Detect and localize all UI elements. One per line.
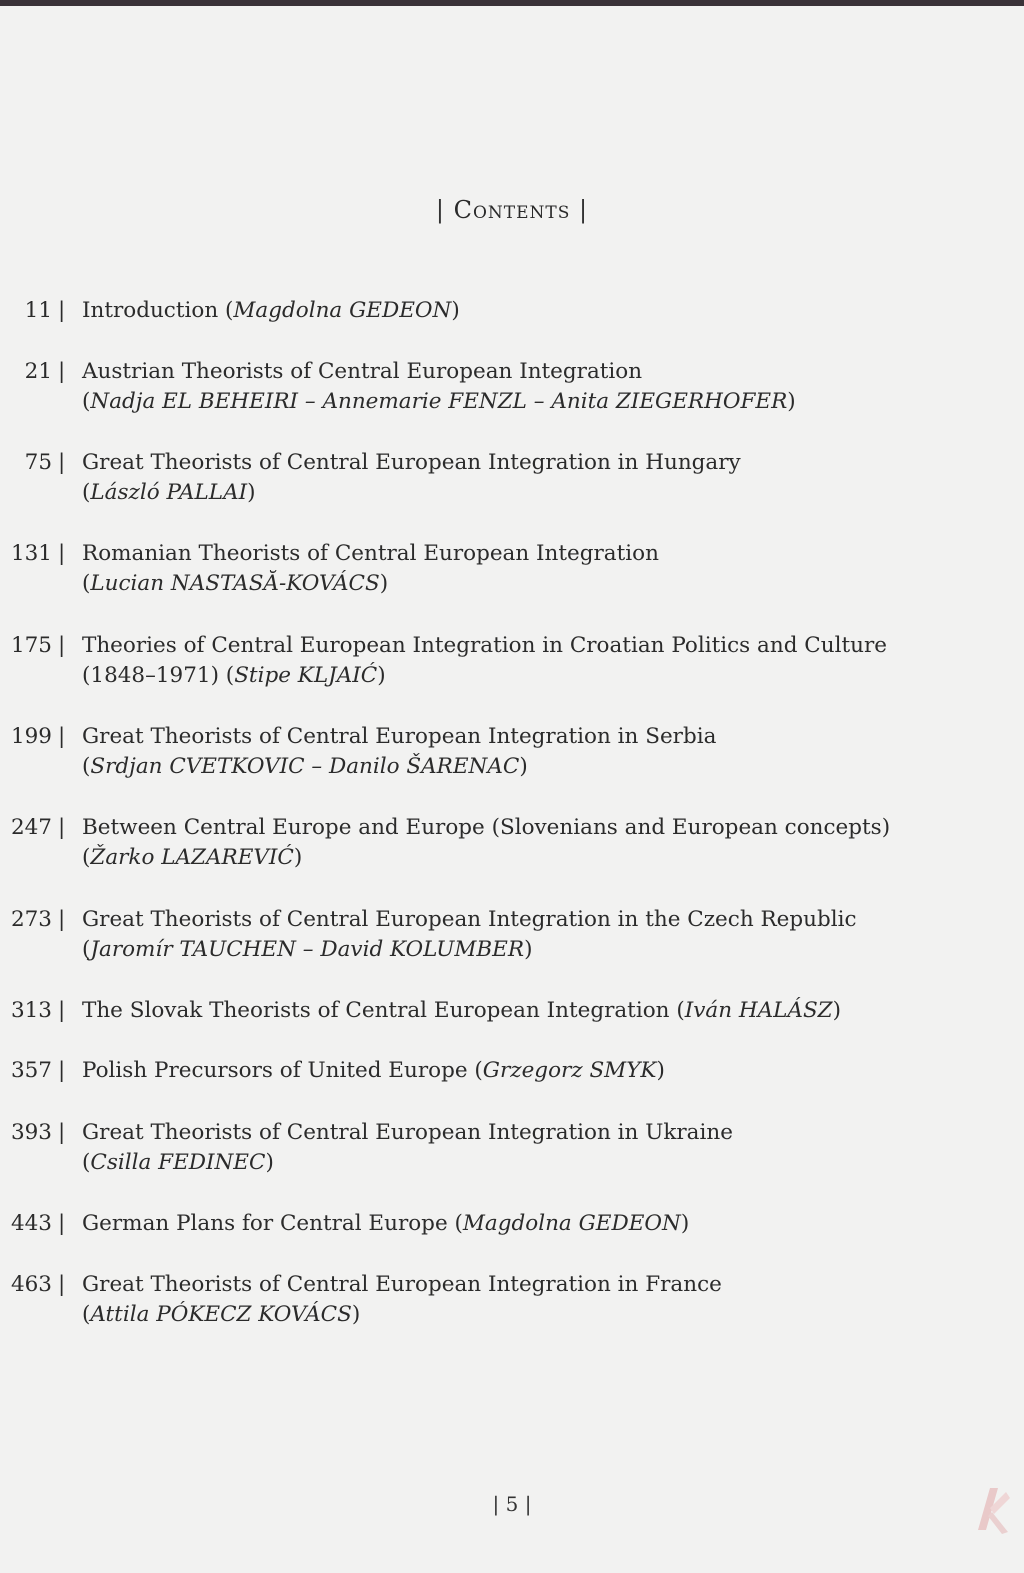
- toc-author: Srdjan CVETKOVIC – Danilo ŠARENAC: [90, 754, 520, 779]
- toc-text: Great Theorists of Central European Integration in Ukraine (Csilla FEDINEC): [82, 1120, 733, 1175]
- toc-separator: |: [58, 1211, 66, 1236]
- toc-author: Iván HALÁSZ: [684, 998, 833, 1023]
- toc-page-number: 199: [10, 724, 52, 749]
- toc-title: Between Central Europe and Europe (Slovenians and European concepts): [82, 815, 891, 840]
- toc-text: Romanian Theorists of Central European Integration (Lucian NASTASĂ-KOVÁCS): [82, 541, 659, 596]
- toc-separator: |: [58, 724, 66, 749]
- toc-page-number: 247: [10, 815, 52, 840]
- toc-author: Magdolna GEDEON: [233, 298, 452, 323]
- title-bar-left: |: [435, 196, 445, 224]
- toc-author: Magdolna GEDEON: [462, 1211, 681, 1236]
- toc-title: Theories of Central European Integration in Croatian Politics and Culture: [82, 633, 887, 658]
- toc-author: Nadja EL BEHEIRI – Annemarie FENZL – Anita ZIEGERHOFER: [90, 389, 788, 414]
- toc-title: Austrian Theorists of Central European Integration: [82, 359, 643, 384]
- toc-separator: |: [58, 998, 66, 1023]
- toc-separator: |: [58, 907, 66, 932]
- toc-title: Great Theorists of Central European Integration in Hungary: [82, 450, 741, 475]
- toc-text: Great Theorists of Central European Integration in the Czech Republic (Jaromír TAUCHEN – David KOLUMBER): [82, 907, 857, 962]
- footer-bar-left: |: [492, 1492, 500, 1516]
- toc-author: Csilla FEDINEC: [90, 1150, 266, 1175]
- toc-author: Attila PÓKECZ KOVÁCS: [90, 1302, 352, 1327]
- toc-title: Romanian Theorists of Central European Integration: [82, 541, 659, 566]
- toc-author: Stipe KLJAIĆ: [234, 663, 378, 688]
- toc-author: Grzegorz SMYK: [482, 1058, 657, 1083]
- toc-separator: |: [58, 633, 66, 658]
- toc-title-continued: (1848–1971): [82, 663, 219, 688]
- toc-title: Introduction: [82, 298, 219, 323]
- toc-page-number: 443: [10, 1211, 52, 1236]
- watermark-logo-icon: [972, 1478, 1014, 1538]
- toc-text: German Plans for Central Europe (Magdolna GEDEON): [82, 1211, 690, 1236]
- toc-title: Great Theorists of Central European Integration in France: [82, 1272, 722, 1297]
- toc-separator: |: [58, 541, 66, 566]
- toc-text: Great Theorists of Central European Integration in Serbia (Srdjan CVETKOVIC – Danilo ŠARENAC): [82, 724, 717, 779]
- page-number-footer: [0, 1492, 1024, 1516]
- toc-page-number: 313: [10, 998, 52, 1023]
- toc-text: Theories of Central European Integration in Croatian Politics and Culture (1848–1971) (Stipe KLJAIĆ): [82, 633, 887, 688]
- footer-bar-right: |: [524, 1492, 532, 1516]
- toc-separator: |: [58, 298, 66, 323]
- toc-author: Jaromír TAUCHEN – David KOLUMBER: [90, 937, 525, 962]
- toc-text: Introduction (Magdolna GEDEON): [82, 298, 460, 323]
- page-title: [0, 196, 1024, 224]
- toc-separator: |: [58, 359, 66, 384]
- toc-page-number: 131: [10, 541, 52, 566]
- toc-page-number: 463: [10, 1272, 52, 1297]
- toc-separator: |: [58, 1058, 66, 1083]
- title-label: Contents: [453, 196, 571, 224]
- title-bar-right: |: [579, 196, 589, 224]
- toc-title: Great Theorists of Central European Integration in the Czech Republic: [82, 907, 857, 932]
- toc-text: Between Central Europe and Europe (Slovenians and European concepts) (Žarko LAZAREVIĆ): [82, 815, 891, 870]
- toc-separator: |: [58, 1272, 66, 1297]
- toc-separator: |: [58, 450, 66, 475]
- toc-separator: |: [58, 815, 66, 840]
- toc-author: Lucian NASTASĂ-KOVÁCS: [90, 571, 380, 596]
- toc-title: German Plans for Central Europe: [82, 1211, 448, 1236]
- toc-text: Great Theorists of Central European Integration in France (Attila PÓKECZ KOVÁCS): [82, 1272, 722, 1327]
- toc-page-number: 357: [10, 1058, 52, 1083]
- top-edge-bar: [0, 0, 1024, 6]
- toc-page-number: 11: [24, 298, 52, 323]
- toc-page-number: 273: [10, 907, 52, 932]
- toc-text: The Slovak Theorists of Central European Integration (Iván HALÁSZ): [82, 998, 842, 1023]
- toc-page-number: 175: [10, 633, 52, 658]
- toc-page-number: 75: [24, 450, 52, 475]
- toc-title: Polish Precursors of United Europe: [82, 1058, 468, 1083]
- toc-title: The Slovak Theorists of Central European Integration: [82, 998, 670, 1023]
- toc-author: Žarko LAZAREVIĆ: [90, 845, 294, 870]
- toc-page-number: 21: [24, 359, 52, 384]
- toc-title: Great Theorists of Central European Integration in Serbia: [82, 724, 717, 749]
- toc-text: Great Theorists of Central European Integration in Hungary (László PALLAI): [82, 450, 741, 505]
- toc-author: László PALLAI: [90, 480, 248, 505]
- toc-title: Great Theorists of Central European Integration in Ukraine: [82, 1120, 733, 1145]
- footer-page-number: 5: [505, 1492, 519, 1516]
- toc-separator: |: [58, 1120, 66, 1145]
- toc-page-number: 393: [10, 1120, 52, 1145]
- toc-text: Austrian Theorists of Central European Integration (Nadja EL BEHEIRI – Annemarie FENZL – Anita ZIEGERHOFER): [82, 359, 796, 414]
- toc-text: Polish Precursors of United Europe (Grzegorz SMYK): [82, 1058, 665, 1083]
